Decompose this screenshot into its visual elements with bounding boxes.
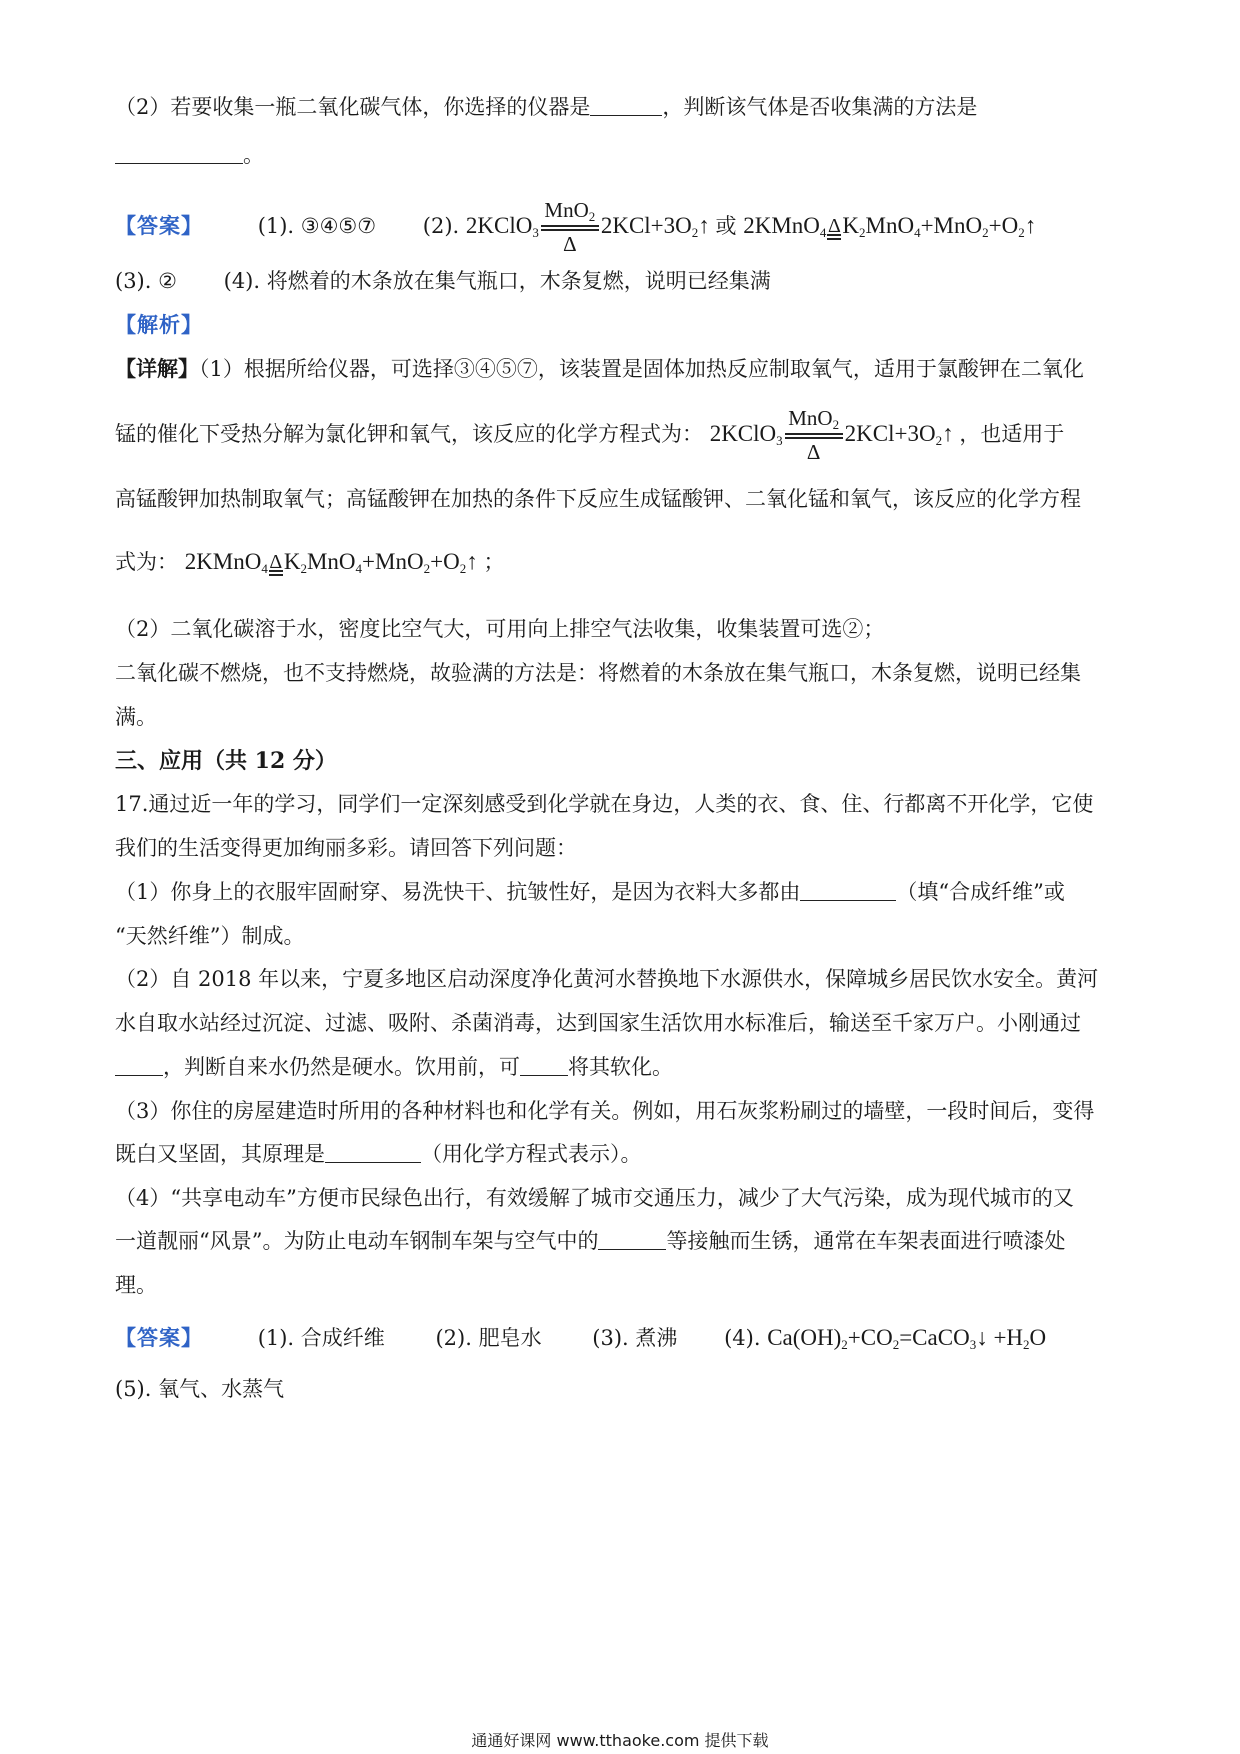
question-17-part1: （1）你身上的衣服牢固耐穿、易洗快干、抗皱性好，是因为衣料大多都由 （填“合成纤维”或 — [115, 880, 1065, 904]
question-16-part2: （2）若要收集一瓶二氧化碳气体，你选择的仪器是 ，判断该气体是否收集满的方法是 — [115, 95, 978, 119]
analysis-line-5: （2）二氧化碳溶于水，密度比空气大，可用向上排空气法收集，收集装置可选②； — [115, 617, 885, 641]
question-17-part4-cont: 一道靓丽“风景”。为防止电动车钢制车架与空气中的 等接触而生锈，通常在车架表面进行喷漆处 — [115, 1229, 1066, 1253]
analysis-line-4: 式为： 2KMnO$_4$ Δ $K_2MnO_4+MnO_2+O_2↑$ ； — [115, 549, 505, 576]
answer-blank — [590, 95, 662, 116]
equation-kmno4: 2KMnO$_4$ Δ $K_2MnO_4+MnO_2+O_2↑$ — [184, 549, 478, 576]
equation-kclo3: 2KClO$_3$ MnO$_2$ Δ $2KCl+3O_2↑$ — [709, 406, 954, 465]
answer-tag: 【答案】 — [115, 212, 203, 238]
question-17-part1-cont: “天然纤维”）制成。 — [115, 924, 305, 948]
question-17-part4-end: 理。 — [115, 1273, 157, 1297]
answer-blank — [800, 880, 896, 901]
answer-blank — [115, 1055, 163, 1076]
answer-16-line2: (3). ② (4). 将燃着的木条放在集气瓶口，木条复燃，说明已经集满 — [115, 269, 771, 293]
question-17-part3: （3）你住的房屋建造时所用的各种材料也和化学有关。例如，用石灰浆粉刷过的墙壁，一段时间后，变得 — [115, 1099, 1095, 1123]
answer-blank — [520, 1055, 568, 1076]
question-17-part3-cont: 既白又坚固，其原理是 （用化学方程式表示）。 — [115, 1142, 642, 1166]
question-17-part2-cont: 水自取水站经过沉淀、过滤、吸附、杀菌消毒，达到国家生活饮用水标准后，输送至千家万户。小刚通过 — [115, 1011, 1081, 1035]
question-17-part2: （2）自 2018 年以来，宁夏多地区启动深度净化黄河水替换地下水源供水，保障城乡居民饮水安全。黄河 — [115, 967, 1099, 991]
equation-limewater: $Ca(OH)_2+CO_2=CaCO_3↓ +H_2O$ — [767, 1325, 1047, 1352]
answer-tag: 【答案】 — [115, 1325, 203, 1350]
analysis-line-3: 高锰酸钾加热制取氧气；高锰酸钾在加热的条件下反应生成锰酸钾、二氧化锰和氧气，该反应的化学方程 — [115, 487, 1081, 511]
answer-blank — [325, 1142, 421, 1163]
question-17-part4: （4）“共享电动车”方便市民绿色出行，有效缓解了城市交通压力，减少了大气污染，成为现代城市的又 — [115, 1186, 1074, 1210]
question-17-line1: 17.通过近一年的学习，同学们一定深刻感受到化学就在身边，人类的衣、食、住、行都离不开化学，它使 — [115, 792, 1094, 816]
answer-17-line1: 【答案】 (1). 合成纤维 (2). 肥皂水 (3). 煮沸 (4). $Ca(OH)_2+CO_2=CaCO_3↓ +H_2O$ — [115, 1325, 1047, 1352]
question-16-part2-cont: 。 — [115, 140, 1135, 170]
page-footer: 通通好课网 www.tthaoke.com 提供下载 — [471, 1731, 769, 1750]
catalyst-condition: MnO$_2$ Δ — [541, 200, 599, 255]
analysis-line-7: 满。 — [115, 705, 157, 729]
answer-17-line2: (5). 氧气、水蒸气 — [115, 1377, 285, 1401]
question-17-line2: 我们的生活变得更加绚丽多彩。请回答下列问题： — [115, 836, 577, 860]
equation-kmno4: 2KMnO$_4$ Δ $K_2MnO_4+MnO_2+O_2↑$ — [743, 212, 1037, 240]
analysis-tag-line: 【解析】 — [115, 312, 203, 337]
answer-16-line1: 【答案】 (1). ③④⑤⑦ (2). 2KClO$_3$ MnO$_2$ Δ $2KCl+3O_2↑$ 或 2KMnO$_4$ Δ $K_2MnO_4+MnO_2+O_2↑$ — [115, 198, 1037, 256]
analysis-line-2: 锰的催化下受热分解为氯化钾和氧气，该反应的化学方程式为： 2KClO$_3$ MnO$_2$ Δ $2KCl+3O_2↑$ ，也适用于 — [115, 406, 1065, 465]
equation-kclo3: 2KClO$_3$ MnO$_2$ Δ $2KCl+3O_2↑$ — [465, 198, 710, 256]
analysis-line-6: 二氧化碳不燃烧，也不支持燃烧，故验满的方法是：将燃着的木条放在集气瓶口，木条复燃，说明已经集 — [115, 661, 1081, 685]
question-17-part2-blanks: ，判断自来水仍然是硬水。饮用前，可 将其软化。 — [115, 1052, 1135, 1082]
section-heading: 三、应用（共 12 分） — [115, 748, 337, 774]
answer-blank — [598, 1229, 666, 1250]
answer-blank — [115, 143, 243, 164]
analysis-line-1: 【详解】（1）根据所给仪器，可选择③④⑤⑦，该装置是固体加热反应制取氧气，适用于氯酸钾在二氧化 — [115, 356, 1084, 381]
